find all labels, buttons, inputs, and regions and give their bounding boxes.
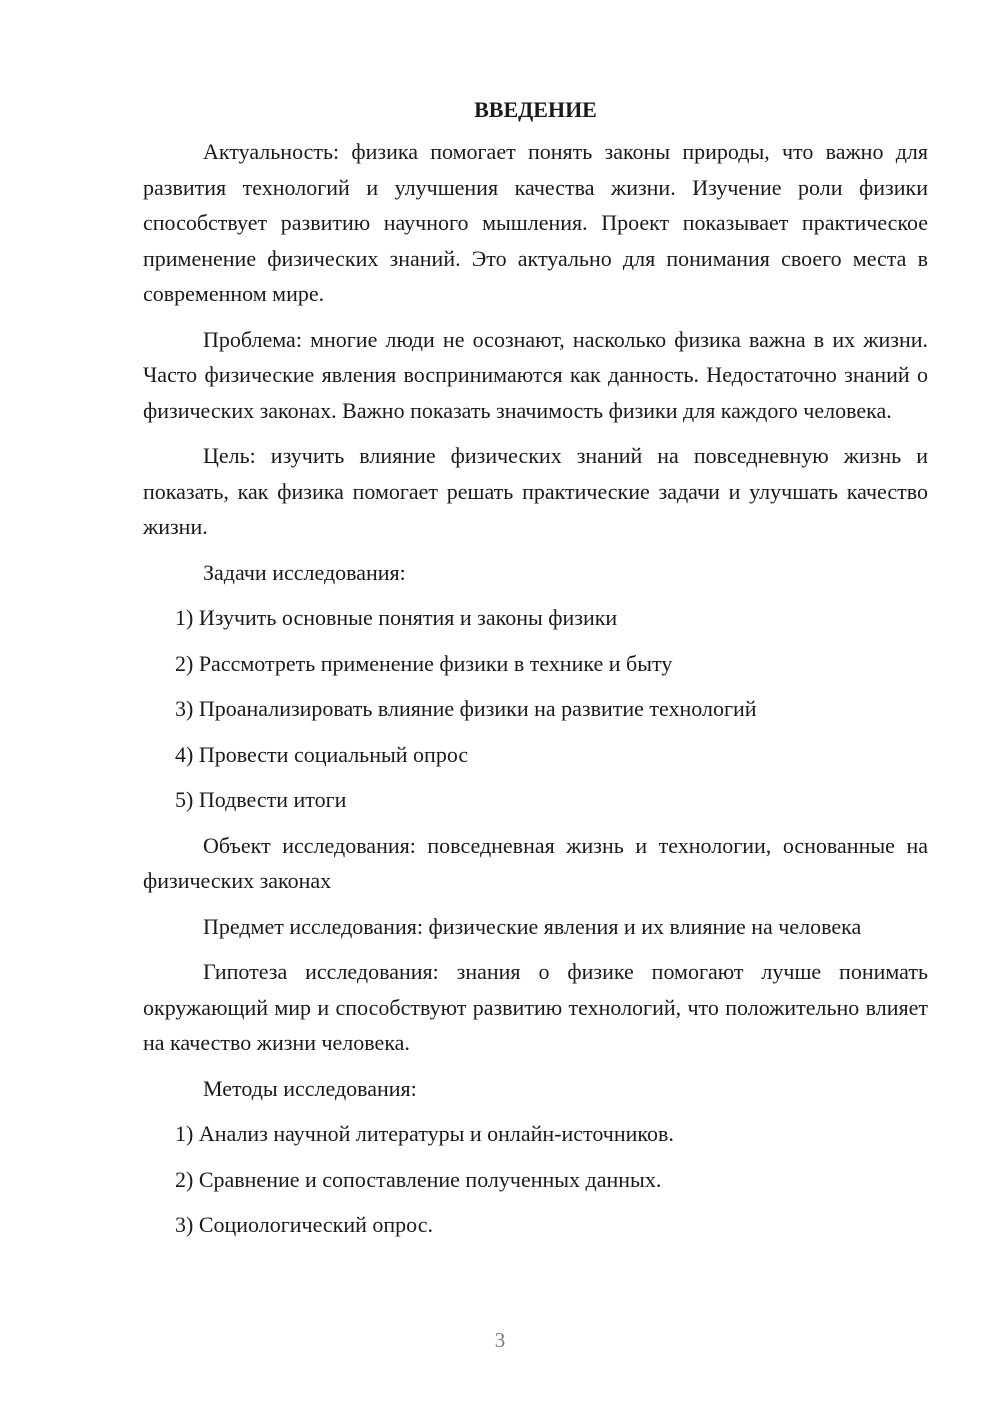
document-page xyxy=(143,92,928,1253)
object-paragraph: Объект исследования: повседневная жизнь и технологии, основанные на физических законах xyxy=(143,832,928,893)
method-item: 1) Анализ научной литературы и онлайн-источников. xyxy=(175,1121,674,1146)
method-item: 3) Социологический опрос. xyxy=(175,1212,433,1237)
task-item: 1) Изучить основные понятия и законы физики xyxy=(175,605,618,630)
relevance-paragraph: Актуальность: физика помогает понять законы природы, что важно для развития технологий и улучшения качества жизни. Изучение роли физики способствует развитию научного мышления. Проект показывает практическое применение физических знаний. Это актуально для понимания своего места в современном мире. xyxy=(143,139,928,306)
task-item: 3) Проанализировать влияние физики на развитие технологий xyxy=(175,696,757,721)
hypothesis-paragraph: Гипотеза исследования: знания о физике помогают лучше понимать окружающий мир и способствуют развитию технологий, что положительно влияет на качество жизни человека. xyxy=(143,959,928,1055)
task-item: 2) Рассмотреть применение физики в технике и быту xyxy=(175,650,673,676)
method-item: 2) Сравнение и сопоставление полученных данных. xyxy=(175,1166,662,1192)
tasks-label: Задачи исследования: xyxy=(203,559,406,585)
methods-label: Методы исследования: xyxy=(203,1075,417,1101)
section-heading: ВВЕДЕНИЕ xyxy=(474,97,597,122)
goal-paragraph: Цель: изучить влияние физических знаний на повседневную жизнь и показать, как физика помогает решать практические задачи и улучшать качество жизни. xyxy=(143,443,928,539)
problem-paragraph: Проблема: многие люди не осознают, насколько физика важна в их жизни. Часто физические явления воспринимаются как данность. Недостаточно знаний о физических законах. Важно показать значимость физики для каждого человека. xyxy=(143,326,928,423)
task-item: 5) Подвести итоги xyxy=(175,787,347,812)
page-number: 3 xyxy=(494,1328,506,1352)
task-item: 4) Провести социальный опрос xyxy=(175,741,469,767)
subject-paragraph: Предмет исследования: физические явления и их влияние на человека xyxy=(203,913,862,939)
